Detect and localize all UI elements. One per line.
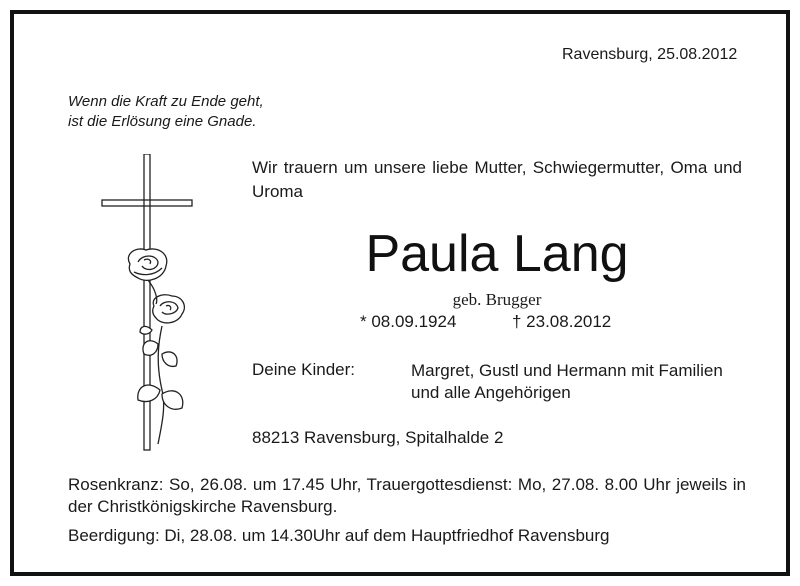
quote-line-2: ist die Erlösung eine Gnade. [68, 113, 257, 130]
quote [68, 92, 264, 132]
obituary-frame [10, 10, 790, 576]
intro-text: Wir trauern um unsere liebe Mutter, Schwiegermutter, Oma und Uroma [252, 158, 742, 201]
place-date: Ravensburg, 25.08.2012 [562, 46, 738, 63]
burial-info: Beerdigung: Di, 28.08. um 14.30Uhr auf dem Hauptfriedhof Ravensburg [68, 526, 610, 545]
family-label: Deine Kinder: [252, 360, 356, 379]
quote-line-1: Wenn die Kraft zu Ende geht, [68, 93, 264, 110]
family-names [411, 360, 723, 404]
family-line-1: Margret, Gustl und Hermann mit Familien [411, 361, 723, 380]
maiden-name: geb. Brugger [452, 290, 542, 309]
birth-date: * 08.09.1924 [360, 312, 457, 331]
cross-with-roses-icon [100, 154, 200, 454]
address: 88213 Ravensburg, Spitalhalde 2 [252, 428, 504, 447]
family-line-2: und alle Angehörigen [411, 383, 571, 402]
service-info: Rosenkranz: So, 26.08. um 17.45 Uhr, Trauergottesdienst: Mo, 27.08. 8.00 Uhr jeweils in der Christkönigskirche Ravensburg. [68, 475, 746, 516]
deceased-name: Paula Lang [365, 225, 629, 283]
death-date: † 23.08.2012 [512, 312, 612, 331]
